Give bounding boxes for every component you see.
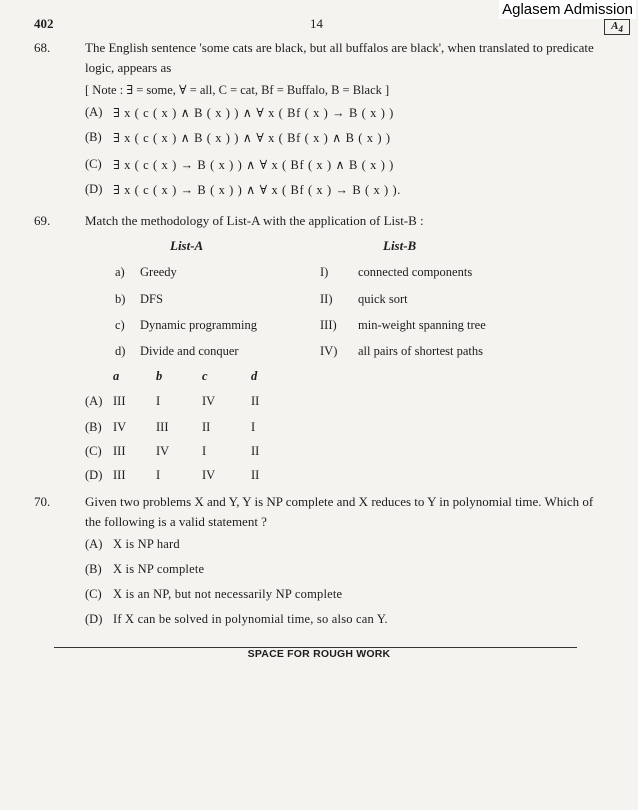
watermark: Aglasem Admission	[499, 0, 636, 19]
list-a-item: Dynamic programming	[140, 318, 257, 332]
list-b-heading: List-B	[383, 238, 417, 253]
answer-cell: II	[251, 444, 260, 458]
option-text: If X can be solved in polynomial time, so also can Y.	[113, 612, 388, 626]
list-b-key: III)	[320, 318, 337, 332]
rough-work-label: SPACE FOR ROUGH WORK	[247, 648, 391, 660]
answer-cell: IV	[113, 420, 127, 434]
question-text: The English sentence 'some cats are black, but all buffalos are black', when translated to predicate logic, appears as	[85, 40, 594, 75]
option-label: (B)	[85, 562, 102, 576]
answer-cell: I	[156, 394, 161, 408]
answer-cell: III	[113, 468, 126, 482]
list-b-key: I)	[320, 265, 329, 279]
option-label: (C)	[85, 587, 102, 601]
option-text: ∃ x ( c ( x ) ∧ B ( x ) ) ∧ ∀ x ( Bf ( x ) ∧ B ( x ) )	[113, 131, 391, 145]
list-a-key: c)	[115, 318, 125, 332]
answer-cell: I	[251, 420, 256, 434]
option-label: (C)	[85, 157, 102, 171]
list-b-key: IV)	[320, 344, 338, 358]
list-a-item: Divide and conquer	[140, 344, 239, 358]
option-text: ∃ x ( c ( x ) → B ( x ) ) ∧ ∀ x ( Bf ( x ) ∧ B ( x ) )	[113, 158, 394, 172]
answer-69-b-label: (B)	[85, 420, 102, 434]
list-a-key: a)	[115, 265, 125, 279]
question-text: Given two problems X and Y, Y is NP complete and X reduces to Y in polynomial time. Which of the following is a valid statement ?	[85, 494, 594, 529]
answer-cell: IV	[202, 394, 216, 408]
option-label: (A)	[85, 105, 103, 119]
answer-cell: III	[156, 420, 169, 434]
option-text: X is NP complete	[113, 562, 205, 576]
answer-69-d-label: (D)	[85, 468, 103, 482]
answer-cell: II	[251, 394, 260, 408]
list-a-key: d)	[115, 344, 126, 358]
paper-code: 402	[34, 16, 54, 31]
question-69	[34, 211, 594, 231]
column-d-heading: d	[251, 369, 258, 383]
question-text: Match the methodology of List-A with the application of List-B :	[85, 213, 424, 228]
list-b-item: quick sort	[358, 292, 408, 306]
option-label: (A)	[85, 537, 103, 551]
answer-69-a-label: (A)	[85, 394, 103, 408]
answer-cell: II	[251, 468, 260, 482]
answer-69-c-label: (C)	[85, 444, 102, 458]
question-number: 69.	[34, 213, 51, 228]
set-letter: A	[611, 20, 619, 32]
option-label: (B)	[85, 130, 102, 144]
list-a-heading: List-A	[170, 238, 204, 253]
question-number: 70.	[34, 494, 51, 509]
set-badge	[604, 19, 630, 35]
list-a-key: b)	[115, 292, 126, 306]
set-number: 4	[618, 24, 623, 35]
answer-cell: III	[113, 444, 126, 458]
question-68-note: [ Note : ∃ = some, ∀ = all, C = cat, Bf = Buffalo, B = Black ]	[85, 83, 390, 97]
answer-cell: III	[113, 394, 126, 408]
list-b-key: II)	[320, 292, 333, 306]
page-number: 14	[310, 16, 323, 31]
option-label: (D)	[85, 182, 103, 196]
column-c-heading: c	[202, 369, 208, 383]
option-text: X is NP hard	[113, 537, 180, 551]
answer-cell: I	[156, 468, 161, 482]
column-a-heading: a	[113, 369, 120, 383]
answer-cell: IV	[202, 468, 216, 482]
list-b-item: connected components	[358, 265, 473, 279]
option-text: ∃ x ( c ( x ) ∧ B ( x ) ) ∧ ∀ x ( Bf ( x ) → B ( x ) )	[113, 106, 394, 120]
question-70	[34, 492, 594, 532]
list-a-item: DFS	[140, 292, 163, 306]
answer-cell: I	[202, 444, 207, 458]
question-number: 68.	[34, 40, 51, 55]
list-b-item: min-weight spanning tree	[358, 318, 486, 332]
option-label: (D)	[85, 612, 103, 626]
question-68	[34, 38, 594, 78]
answer-cell: II	[202, 420, 211, 434]
option-text: X is an NP, but not necessarily NP complete	[113, 587, 343, 601]
list-b-item: all pairs of shortest paths	[358, 344, 483, 358]
option-text: ∃ x ( c ( x ) → B ( x ) ) ∧ ∀ x ( Bf ( x ) → B ( x ) ).	[113, 183, 402, 197]
answer-cell: IV	[156, 444, 170, 458]
list-a-item: Greedy	[140, 265, 177, 279]
column-b-heading: b	[156, 369, 163, 383]
